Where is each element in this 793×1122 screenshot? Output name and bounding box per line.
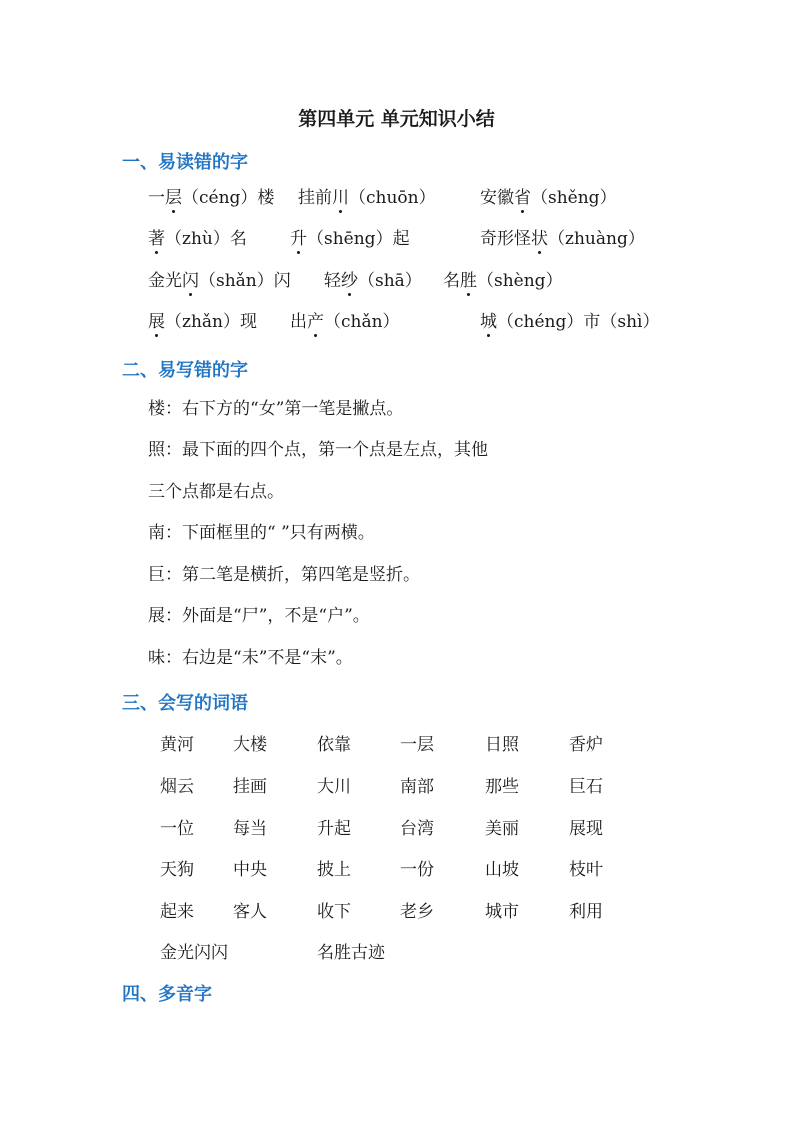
vocab-word: 大川 (317, 777, 351, 797)
vocab-word: 一份 (400, 860, 434, 880)
reading-item: 展（zhǎn）现 (148, 312, 257, 332)
vocab-word: 那些 (485, 777, 519, 797)
vocab-word: 披上 (317, 860, 351, 880)
reading-item: 升（shēng）起 (290, 229, 410, 249)
vocab-word: 山坡 (485, 860, 519, 880)
reading-item: 著（zhù）名 (148, 229, 247, 249)
vocab-word: 黄河 (160, 735, 194, 755)
reading-item: 城（chéng）市（shì） (480, 312, 660, 332)
vocab-word: 一位 (160, 819, 194, 839)
vocab-word: 日照 (485, 735, 519, 755)
vocab-word: 枝叶 (569, 860, 603, 880)
section-heading-4: 四、多音字 (122, 984, 212, 1005)
vocab-word: 台湾 (400, 819, 434, 839)
section-heading-2: 二、易写错的字 (122, 360, 248, 381)
writing-note: 展：外面是“尸”，不是“户”。 (148, 606, 370, 626)
reading-item: 名胜（shèng） (443, 271, 563, 291)
vocab-word: 客人 (233, 902, 267, 922)
vocab-word: 依靠 (317, 735, 351, 755)
vocab-word: 挂画 (233, 777, 267, 797)
reading-item: 出产（chǎn） (290, 312, 400, 332)
section-heading-3: 三、会写的词语 (122, 693, 248, 714)
vocab-word: 老乡 (400, 902, 434, 922)
vocab-word: 起来 (160, 902, 194, 922)
vocab-word: 烟云 (160, 777, 194, 797)
writing-note: 照：最下面的四个点，第一个点是左点，其他 (148, 440, 488, 460)
writing-note: 楼：右下方的“女”第一笔是撇点。 (148, 399, 404, 419)
vocab-word: 金光闪闪 (160, 943, 228, 963)
section-heading-1: 一、易读错的字 (122, 152, 248, 173)
writing-note: 南：下面框里的“ ”只有两横。 (148, 523, 375, 543)
reading-item: 挂前川（chuōn） (298, 188, 436, 208)
reading-item: 奇形怪状（zhuàng） (480, 229, 645, 249)
writing-note: 味：右边是“未”不是“末”。 (148, 648, 353, 668)
vocab-word: 天狗 (160, 860, 194, 880)
vocab-word: 城市 (485, 902, 519, 922)
vocab-word: 大楼 (233, 735, 267, 755)
reading-item: 一层（céng）楼 (148, 188, 275, 208)
vocab-word: 美丽 (485, 819, 519, 839)
vocab-word: 一层 (400, 735, 434, 755)
vocab-word: 中央 (233, 860, 267, 880)
reading-item: 安徽省（shěng） (480, 188, 617, 208)
page-title: 第四单元 单元知识小结 (298, 108, 495, 130)
vocab-word: 香炉 (569, 735, 603, 755)
vocab-word: 巨石 (569, 777, 603, 797)
vocab-word: 升起 (317, 819, 351, 839)
vocab-word: 展现 (569, 819, 603, 839)
vocab-word: 名胜古迹 (317, 943, 385, 963)
reading-item: 轻纱（shā） (324, 271, 422, 291)
vocab-word: 南部 (400, 777, 434, 797)
writing-note: 巨：第二笔是横折，第四笔是竖折。 (148, 565, 420, 585)
vocab-word: 每当 (233, 819, 267, 839)
vocab-word: 利用 (569, 902, 603, 922)
vocab-word: 收下 (317, 902, 351, 922)
reading-item: 金光闪（shǎn）闪 (148, 271, 291, 291)
writing-note: 三个点都是右点。 (148, 482, 284, 502)
